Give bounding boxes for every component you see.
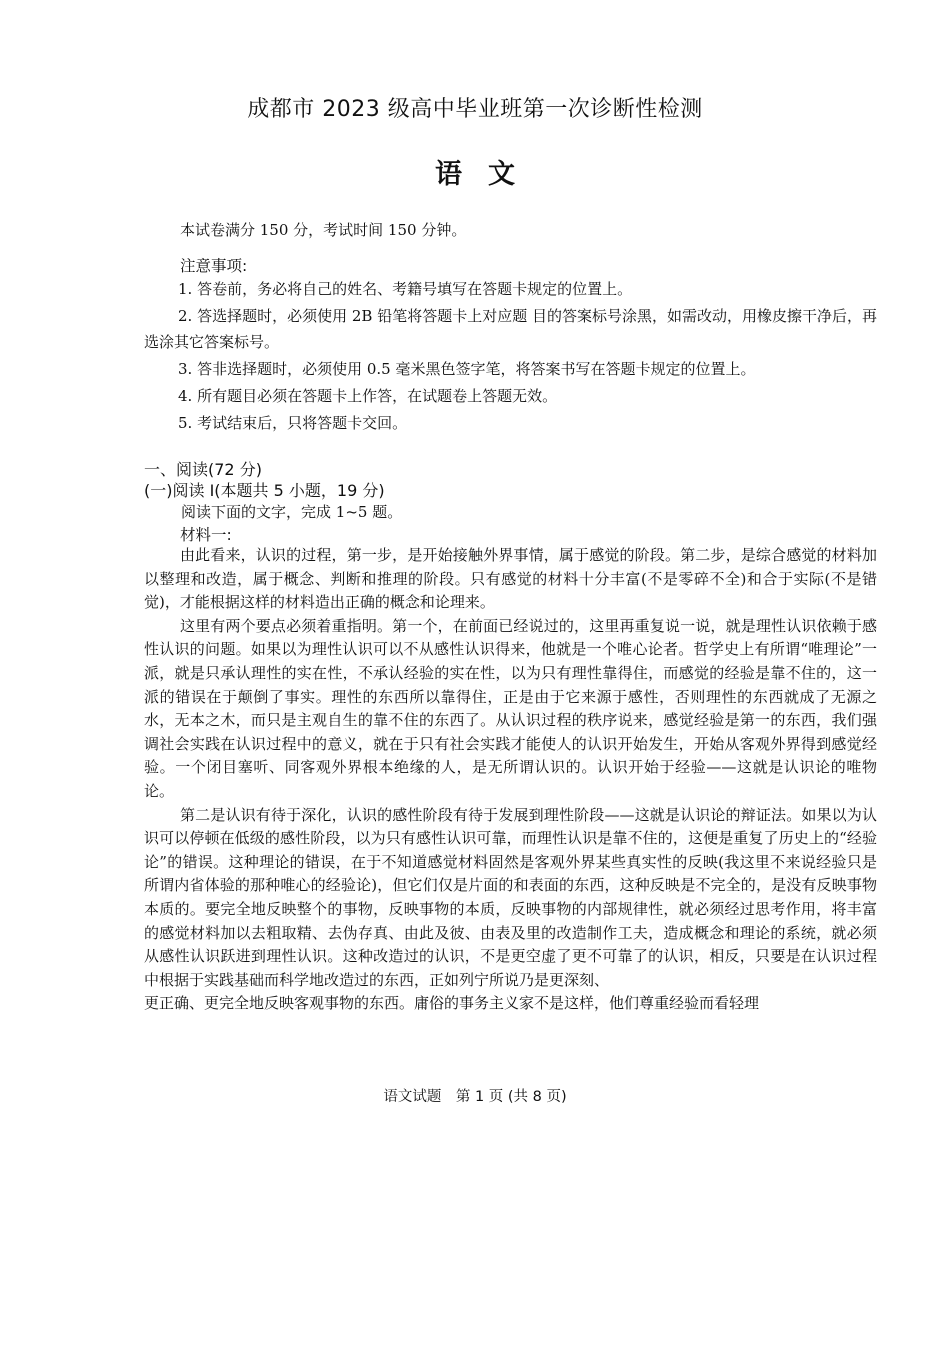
exam-intro: 本试卷满分 150 分，考试时间 150 分钟。 <box>180 221 467 239</box>
exam-title: 成都市 2023 级高中毕业班第一次诊断性检测 <box>247 97 703 122</box>
notice-item: 2. 答选择题时，必须使用 2B 铅笔将答题卡上对应题 目的答案标号涂黑，如需改动，用橡皮擦干净后，再选涂其它答案标号。 <box>144 307 877 351</box>
notice-list <box>144 277 877 436</box>
notice-item: 5. 考试结束后，只将答题卡交回。 <box>178 413 408 432</box>
passage-paragraph: 第二是认识有待于深化，认识的感性阶段有待于发展到理性阶段——这就是认识论的辩证法。如果以为认识可以停顿在低级的感性阶段，以为只有感性认识可靠，而理性认识是靠不住的，这便是重复了历史上的“经验论”的错误。这种理论的错误，在于不知道感觉材料固然是客观外界某些真实性的反映(我这里不来说经验只是所谓内省体验的那种唯心的经验论)，但它们仅是片面的和表面的东西，这种反映是不完全的，是没有反映事物本质的。要完全地反映整个的事物，反映事物的本质，反映事物的内部规律性，就必须经过思考作用，将丰富的感觉材料加以去粗取精、去伪存真、由此及彼、由表及里的改造制作工夫，造成概念和理论的系统，就必须从感性认识跃进到理性认识。这种改造过的认识，不是更空虚了更不可靠了的认识，相反，只要是在认识过程中根据于实践基础而科学地改造过的东西，正如列宁所说乃是更深刻、 <box>144 805 877 989</box>
section-title: 一、阅读(72 分) <box>144 460 262 479</box>
passage-paragraph: 这里有两个要点必须着重指明。第一个，在前面已经说过的，这里再重复说一说，就是理性认识依赖于感性认识的问题。如果以为理性认识可以不从感性认识得来，他就是一个唯心论者。哲学史上有所谓“唯理论”一派，就是只承认理性的实在性，不承认经验的实在性，以为只有理性靠得住，而感觉的经验是靠不住的，这一派的错误在于颠倒了事实。理性的东西所以靠得住，正是由于它来源于感性，否则理性的东西就成了无源之水，无本之木，而只是主观自生的靠不住的东西了。从认识过程的秩序说来，感觉经验是第一的东西，我们强调社会实践在认识过程中的意义，就在于只有社会实践才能使人的认识开始发生，开始从客观外界得到感觉经验。一个闭目塞听、同客观外界根本绝缘的人，是无所谓认识的。认识开始于经验——这就是认识论的唯物论。 <box>144 616 877 800</box>
notice-item: 3. 答非选择题时，必须使用 0.5 毫米黑色签字笔，将答案书写在答题卡规定的位置上。 <box>178 359 756 378</box>
notice-item: 4. 所有题目必须在答题卡上作答，在试题卷上答题无效。 <box>178 386 558 405</box>
notice-item: 1. 答卷前，务必将自己的姓名、考籍号填写在答题卡规定的位置上。 <box>178 280 633 298</box>
subject-title: 语文 <box>435 159 541 190</box>
passage-paragraph: 由此看来，认识的过程，第一步，是开始接触外界事情，属于感觉的阶段。第二步，是综合感觉的材料加以整理和改造，属于概念、判断和推理的阶段。只有感觉的材料十分丰富(不是零碎不全)和合于实际(不是错觉)，才能根据这样的材料造出正确的概念和论理来。 <box>144 546 877 612</box>
material-label: 材料一: <box>180 526 232 544</box>
page-footer: 语文试题 第 1 页 (共 8 页) <box>383 1089 567 1105</box>
passage-paragraph: 更正确、更完全地反映客观事物的东西。庸俗的事务主义家不是这样，他们尊重经验而看轻理 <box>144 994 760 1013</box>
reading-instruction: 阅读下面的文字，完成 1~5 题。 <box>181 503 403 521</box>
reading-passage <box>144 544 877 1016</box>
subsection-title: (一)阅读 Ⅰ(本题共 5 小题，19 分) <box>144 481 385 500</box>
notice-heading: 注意事项: <box>180 257 248 275</box>
